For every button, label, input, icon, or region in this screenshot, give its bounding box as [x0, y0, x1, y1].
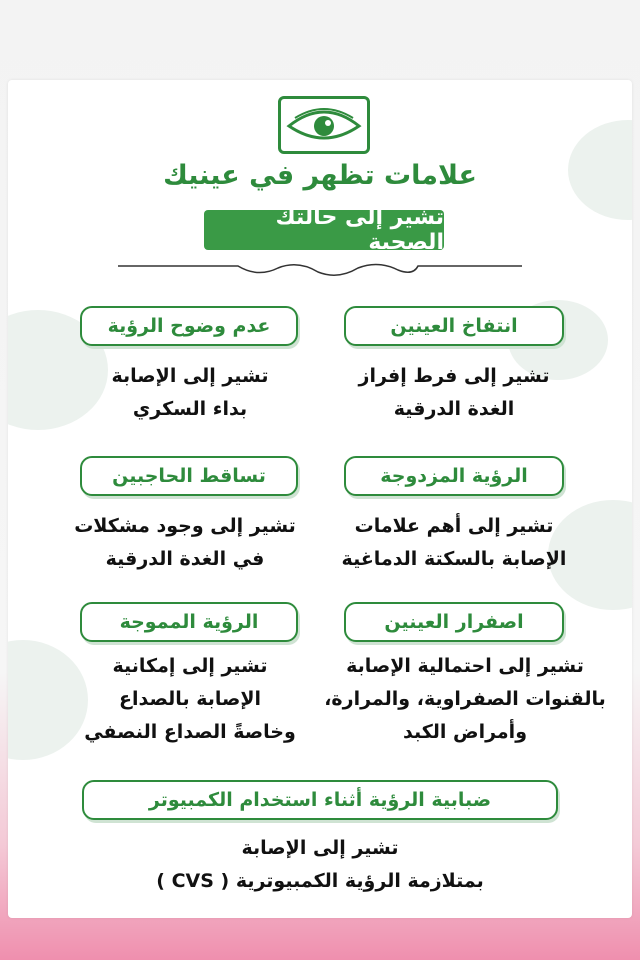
sign-label-blurred-vision: عدم وضوح الرؤية [80, 306, 298, 346]
desc-line: تشير إلى فرط إفراز [358, 365, 550, 387]
desc-line: في الغدة الدرقية [105, 548, 265, 570]
sign-desc-computer-blur [120, 832, 520, 898]
desc-line: وخاصةً الصداع النصفي [84, 721, 296, 743]
sign-label-eye-swelling: انتفاخ العينين [344, 306, 564, 346]
desc-line: الغدة الدرقية [393, 398, 515, 420]
desc-line: تشير إلى وجود مشكلات [74, 515, 296, 537]
sign-label-wavy-vision: الرؤية المموجة [80, 602, 298, 642]
sign-desc-eye-swelling [324, 360, 584, 426]
sign-desc-double-vision [314, 510, 594, 576]
sign-label-yellow-eyes: اصفرار العينين [344, 602, 564, 642]
sign-label-eyebrow-loss: تساقط الحاجبين [80, 456, 298, 496]
eye-icon [285, 104, 363, 146]
desc-line: تشير إلى أهم علامات [354, 515, 554, 537]
desc-line: تشير إلى الإصابة [241, 837, 399, 859]
desc-line: وأمراض الكبد [402, 721, 528, 743]
desc-line: تشير إلى احتمالية الإصابة [346, 655, 584, 677]
desc-line: بداء السكري [132, 398, 248, 420]
desc-line: تشير إلى الإصابة [111, 365, 269, 387]
infographic-card [8, 80, 632, 918]
sign-label-computer-blur: ضبابية الرؤية أثناء استخدام الكمبيوتر [82, 780, 558, 820]
desc-line: بمتلازمة الرؤية الكمبيوترية ( CVS ) [156, 870, 484, 892]
desc-line: الإصابة بالسكتة الدماغية [341, 548, 567, 570]
desc-line: الإصابة بالصداع [118, 688, 262, 710]
page-title: علامات تظهر في عينيك [163, 160, 477, 191]
desc-line: بالقنوات الصفراوية، والمرارة، [324, 688, 606, 710]
sign-desc-eyebrow-loss [50, 510, 320, 576]
desc-line: تشير إلى إمكانية [112, 655, 268, 677]
eye-logo [278, 96, 370, 154]
sign-desc-blurred-vision [60, 360, 320, 426]
page-subtitle: تشير إلى حالتك الصحية [204, 210, 444, 250]
sign-desc-yellow-eyes [320, 650, 610, 749]
sign-label-double-vision: الرؤية المزدوجة [344, 456, 564, 496]
wavy-divider [118, 258, 522, 280]
sign-desc-wavy-vision [60, 650, 320, 749]
